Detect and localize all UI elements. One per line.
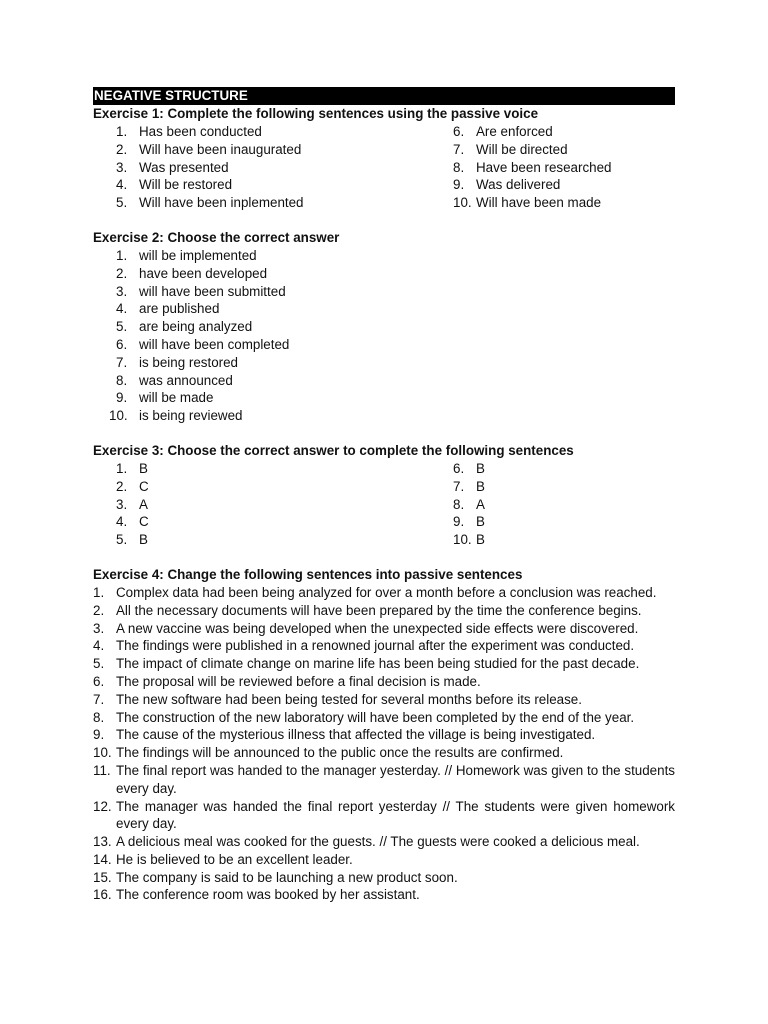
list-item: 4. The findings were published in a renowned journal after the experiment was conducted. (93, 638, 635, 654)
list-item: 9. The cause of the mysterious illness that affected the village is being investigated. (93, 727, 596, 743)
list-item: 7. B (453, 478, 485, 494)
list-item: 9. will be made (116, 390, 214, 406)
list-item: 4. C (116, 514, 149, 530)
list-item: 2. have been developed (116, 265, 268, 281)
list-item: 10. is being reviewed (109, 408, 243, 424)
list-item: 3. Was presented (116, 159, 229, 175)
exercise-1-heading: Exercise 1: Complete the following sentences using the passive voice (93, 106, 539, 121)
list-item: 3. A new vaccine was being developed when the unexpected side effects were discovered. (93, 620, 639, 636)
list-item: 8. was announced (116, 372, 233, 388)
list-item: 5. Will have been inplemented (116, 195, 304, 211)
document-page (93, 87, 675, 904)
list-item: 5. B (116, 532, 148, 548)
exercise-3-heading: Exercise 3: Choose the correct answer to complete the following sentences (93, 442, 574, 458)
exercise-4-list (93, 584, 675, 904)
list-item: 3. A (116, 496, 148, 512)
list-item: 16. The conference room was booked by her assistant. (93, 887, 420, 903)
exercise-3-left-list (93, 460, 430, 549)
list-item: 1. will be implemented (116, 247, 257, 263)
exercise-1-right-list (430, 123, 675, 212)
list-item: 9. Was delivered (453, 177, 561, 193)
list-item: 14. He is believed to be an excellent leader. (93, 851, 353, 867)
list-item: 2. All the necessary documents will have been prepared by the time the conference begins. (93, 602, 642, 618)
exercise-1-left-list (93, 123, 430, 212)
list-item: 3. will have been submitted (116, 283, 286, 299)
exercise-3-right-list (430, 460, 675, 549)
list-item: 10. Will have been made (453, 195, 602, 211)
list-item: 7. is being restored (116, 354, 238, 370)
list-item: 10. B (453, 532, 485, 548)
list-item: 2. Will have been inaugurated (116, 141, 302, 157)
list-item: 8. Have been researched (453, 159, 612, 175)
list-item: 12. The manager was handed the final report yesterday // The students were given homework every day. (93, 798, 675, 832)
list-item: 10. The findings will be announced to the public once the results are confirmed. (93, 745, 564, 761)
exercise-2-list (93, 247, 675, 425)
exercise-3-answers (93, 460, 675, 549)
list-item: 6. B (453, 460, 485, 476)
list-item: 1. Has been conducted (116, 124, 262, 139)
list-item: 5. The impact of climate change on marine life has been being studied for the past decade. (93, 656, 640, 672)
list-item: 8. The construction of the new laboratory will have been completed by the end of the year. (93, 709, 635, 725)
list-item: 6. will have been completed (116, 336, 290, 352)
list-item: 6. The proposal will be reviewed before a final decision is made. (93, 673, 481, 689)
list-item: 6. Are enforced (453, 124, 553, 139)
list-item: 2. C (116, 478, 149, 494)
list-item: 4. Will be restored (116, 177, 233, 193)
list-item: 1. Complex data had been being analyzed for over a month before a conclusion was reached. (93, 584, 657, 600)
exercise-4-heading: Exercise 4: Change the following sentences into passive sentences (93, 566, 523, 582)
list-item: 13. A delicious meal was cooked for the guests. // The guests were cooked a delicious meal. (93, 834, 640, 850)
list-item: 9. B (453, 514, 485, 530)
section-title: NEGATIVE STRUCTURE (93, 87, 675, 105)
list-item: 1. B (116, 460, 148, 476)
list-item: 7. The new software had been being tested for several months before its release. (93, 691, 582, 707)
list-item: 4. are published (116, 301, 220, 317)
list-item: 11. The final report was handed to the manager yesterday. // Homework was given to the students every day. (93, 762, 675, 796)
list-item: 5. are being analyzed (116, 319, 253, 335)
exercise-2-heading: Exercise 2: Choose the correct answer (93, 229, 340, 245)
list-item: 8. A (453, 496, 485, 512)
list-item: 15. The company is said to be launching a new product soon. (93, 869, 458, 885)
exercise-1-answers (93, 123, 675, 212)
list-item: 7. Will be directed (453, 141, 568, 157)
